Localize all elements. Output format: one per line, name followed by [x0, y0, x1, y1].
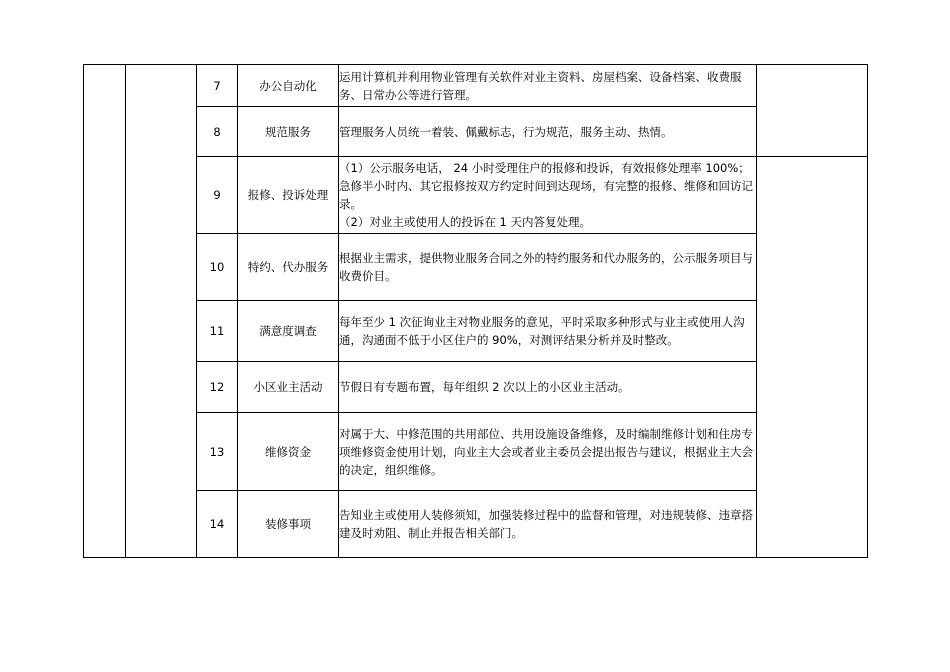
item-name: 满意度调查 — [238, 301, 339, 362]
content-line: 运用计算机并利用物业管理有关软件对业主资料、房屋档案、设备档案、收费服务、日常办公等进行管理。 — [339, 69, 742, 102]
item-name: 维修资金 — [238, 413, 339, 491]
item-content — [339, 157, 757, 234]
item-name: 规范服务 — [238, 107, 339, 157]
row-number: 12 — [197, 362, 238, 413]
table-row — [84, 107, 868, 157]
item-content — [339, 491, 757, 558]
table-row — [84, 65, 868, 107]
item-content — [339, 234, 757, 301]
item-content — [339, 362, 757, 413]
table-row — [84, 301, 868, 362]
category-cell — [84, 65, 126, 558]
row-number: 8 — [197, 107, 238, 157]
content-line: 根据业主需求，提供物业服务合同之外的特约服务和代办服务的，公示服务项目与收费价目。 — [339, 251, 753, 283]
remark-cell — [757, 157, 868, 558]
item-name: 办公自动化 — [238, 65, 339, 107]
row-number: 13 — [197, 413, 238, 491]
table-row — [84, 157, 868, 234]
content-line: 节假日有专题布置，每年组织 2 次以上的小区业主活动。 — [339, 380, 630, 394]
content-line: 管理服务人员统一着装、佩戴标志，行为规范，服务主动、热情。 — [339, 124, 673, 139]
row-number: 10 — [197, 234, 238, 301]
table-row — [84, 362, 868, 413]
item-name: 小区业主活动 — [238, 362, 339, 413]
item-content — [339, 413, 757, 491]
table-row — [84, 413, 868, 491]
content-line: 每年至少 1 次征询业主对物业服务的意见，平时采取多种形式与业主或使用人沟通，沟通面不低于小区住户的 90%，对测评结果分析并及时整改。 — [339, 315, 745, 347]
item-name: 报修、投诉处理 — [238, 157, 339, 234]
content-line: 告知业主或使用人装修须知，加强装修过程中的监督和管理，对违规装修、违章搭建及时劝阻、制止并报告相关部门。 — [339, 508, 753, 540]
service-standards-table — [83, 64, 868, 558]
item-name: 特约、代办服务 — [238, 234, 339, 301]
remark-cell — [757, 65, 868, 157]
item-name: 装修事项 — [238, 491, 339, 558]
table-row — [84, 234, 868, 301]
subcategory-cell — [126, 65, 197, 558]
content-line: （1）公示服务电话， 24 小时受理住户的报修和投诉，有效报修处理率 100%；急修半小时内、其它报修按双方约定时间到达现场，有完整的报修、维修和回访记录。 — [339, 161, 753, 211]
item-content — [339, 107, 757, 157]
row-number: 14 — [197, 491, 238, 558]
row-number: 11 — [197, 301, 238, 362]
table-row — [84, 491, 868, 558]
item-content — [339, 301, 757, 362]
row-number: 9 — [197, 157, 238, 234]
content-line: （2）对业主或使用人的投诉在 1 天内答复处理。 — [339, 215, 591, 229]
content-line: 对属于大、中修范围的共用部位、共用设施设备维修，及时编制维修计划和住房专项维修资金使用计划，向业主大会或者业主委员会提出报告与建议，根据业主大会的决定，组织维修。 — [339, 426, 753, 477]
item-content — [339, 65, 757, 107]
row-number: 7 — [197, 65, 238, 107]
